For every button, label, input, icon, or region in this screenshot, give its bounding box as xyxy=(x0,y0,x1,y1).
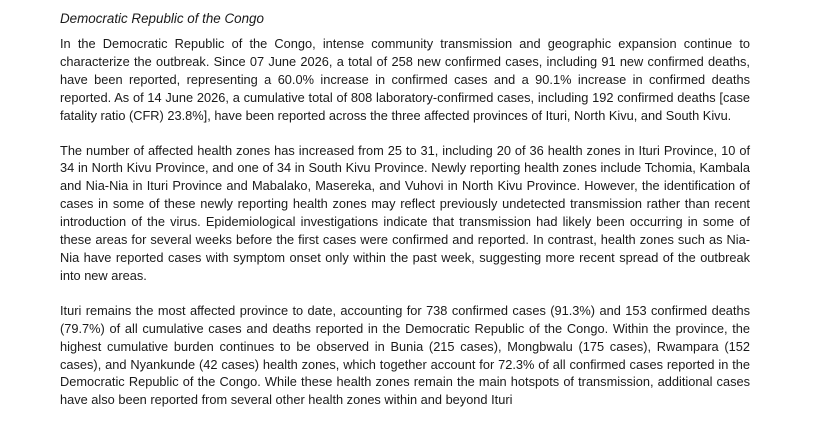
section-heading: Democratic Republic of the Congo xyxy=(60,11,264,26)
paragraph-ituri-province: Ituri remains the most affected province to date, accounting for 738 confirmed cases (91.3%) and 153 confirmed deaths (79.7%) of all cumulative cases and deaths reported in the Democratic Republic of the Congo. Within the province, the highest cumulative burden continues to be observed in Bunia (215 cases), Mongbwalu (175 cases), Rwampara (152 cases), and Nyankunde (42 cases) health zones, which together account for 72.3% of all confirmed cases reported in the Democratic Republic of the Congo. While these health zones remain the main hotspots of transmission, additional cases have also been reported from several other health zones within and beyond Ituri xyxy=(60,302,750,408)
paragraph-transmission-summary: In the Democratic Republic of the Congo, intense community transmission and geographic expansion continue to characterize the outbreak. Since 07 June 2026, a total of 258 new confirmed cases, including 91 new confirmed deaths, have been reported, representing a 60.0% increase in confirmed cases and a 90.1% increase in confirmed deaths reported. As of 14 June 2026, a cumulative total of 808 laboratory-confirmed cases, including 192 confirmed deaths [case fatality ratio (CFR) 23.8%], have been reported across the three affected provinces of Ituri, North Kivu, and South Kivu. xyxy=(60,36,750,123)
paragraph-affected-health-zones: The number of affected health zones has increased from 25 to 31, including 20 of 36 health zones in Ituri Province, 10 of 34 in North Kivu Province, and one of 34 in South Kivu Province. Newly reporting health zones include Tchomia, Kambala and Nia-Nia in Ituri Province and Mabalako, Masereka, and Vuhovi in North Kivu Province. However, the identification of cases in some of these newly reporting health zones may reflect previously undetected transmission rather than recent introduction of the virus. Epidemiological investigations indicate that transmission had likely been occurring in some of these areas for several weeks before the first cases were confirmed and reported. In contrast, health zones such as Nia-Nia have reported cases with symptom onset only within the past week, suggesting more recent spread of the outbreak into new areas. xyxy=(60,142,750,283)
document-page xyxy=(60,10,750,426)
